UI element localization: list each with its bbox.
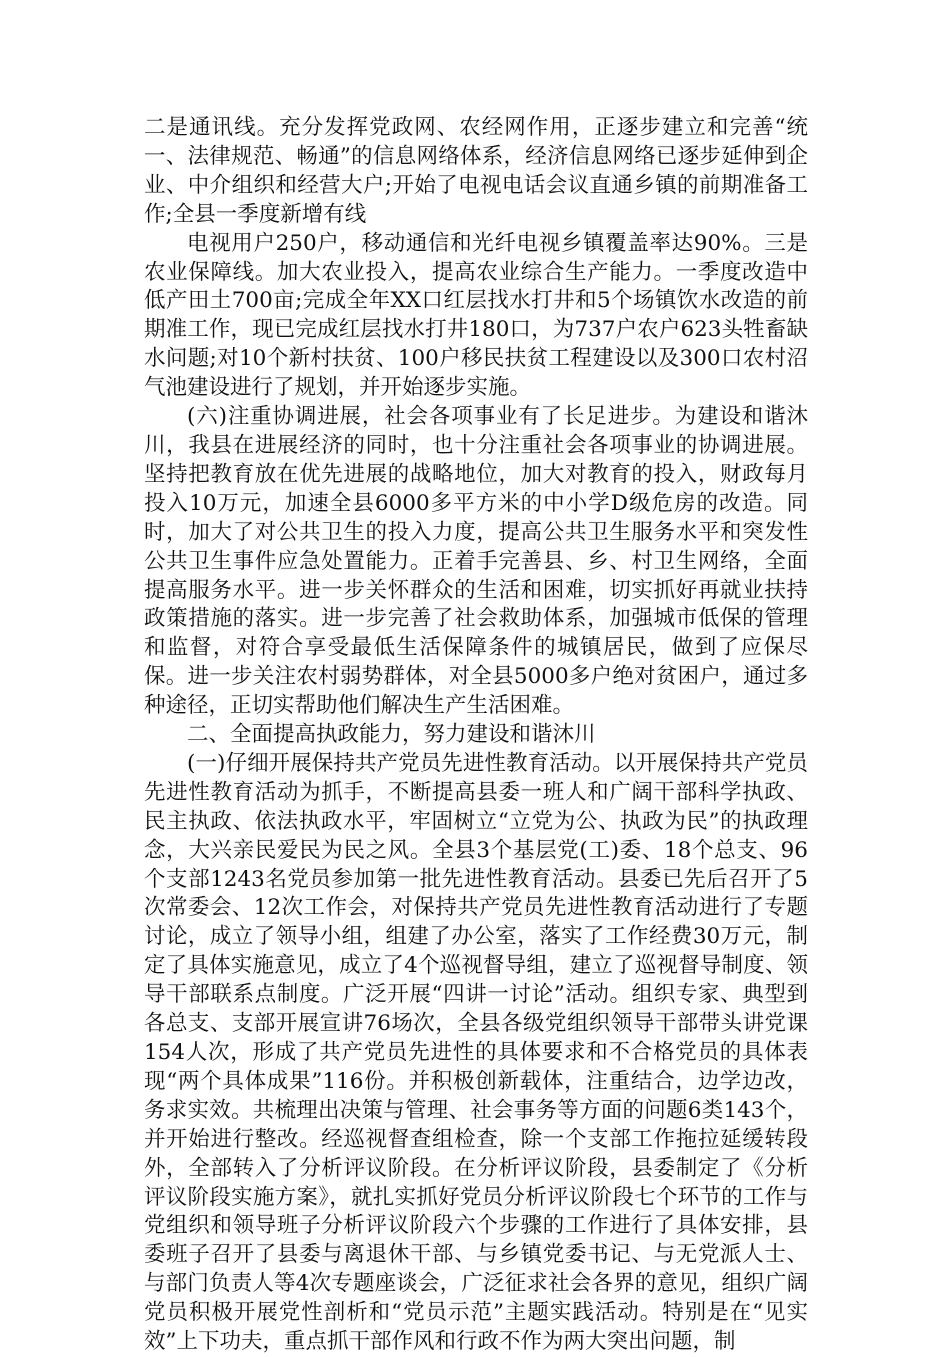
document-page	[144, 114, 808, 1357]
paragraph-agriculture-line: 电视用户250户，移动通信和光纤电视乡镇覆盖率达90%。三是农业保障线。加大农业投入，提高农业综合生产能力。一季度改造中低产田土700亩;完成全年XX口红层找水打井和5个场镇饮水改造的前期准工作，现已完成红层找水打井180口，为737户农户623头牲畜缺水问题;对10个新村扶贫、100户移民扶贫工程建设以及300口农村沼气池建设进行了规划，并开始逐步实施。	[144, 230, 808, 401]
section-heading-governance: 二、全面提高执政能力，努力建设和谐沐川	[187, 722, 596, 748]
paragraph-social-development: (六)注重协调进展，社会各项事业有了长足进步。为建设和谐沐川，我县在进展经济的同时，也十分注重社会各项事业的协调进展。坚持把教育放在优先进展的战略地位，加大对教育的投入，财政每月投入10万元，加速全县6000多平方米的中小学D级危房的改造。同时，加大了对公共卫生的投入力度，提高公共卫生服务水平和突发性公共卫生事件应急处置能力。正着手完善县、乡、村卫生网络，全面提高服务水平。进一步关怀群众的生活和困难，切实抓好再就业扶持政策措施的落实。进一步完善了社会救助体系，加强城市低保的管理和监督，对符合享受最低生活保障条件的城镇居民，做到了应保尽保。进一步关注农村弱势群体，对全县5000多户绝对贫困户，通过多种途径，正切实帮助他们解决生产生活困难。	[144, 404, 808, 719]
paragraph-communication-line: 二是通讯线。充分发挥党政网、农经网作用，正逐步建立和完善“统一、法律规范、畅通”的信息网络体系，经济信息网络已逐步延伸到企业、中介组织和经营大户;开始了电视电话会议直通乡镇的前期准备工作;全县一季度新增有线	[144, 115, 808, 227]
paragraph-party-education: (一)仔细开展保持共产党员先进性教育活动。以开展保持共产党员先进性教育活动为抓手，不断提高县委一班人和广阔干部科学执政、民主执政、依法执政水平，牢固树立“立党为公、执政为民”的执政理念，大兴亲民爱民为民之风。全县3个基层党(工)委、18个总支、96个支部1243名党员参加第一批先进性教育活动。县委已先后召开了5次常委会、12次工作会，对保持共产党员先进性教育活动进行了专题讨论，成立了领导小组，组建了办公室，落实了工作经费30万元，制定了具体实施意见，成立了4个巡视督导组，建立了巡视督导制度、领导干部联系点制度。广泛开展“四讲一讨论”活动。组织专家、典型到各总支、支部开展宣讲76场次，全县各级党组织领导干部带头讲党课154人次，形成了共产党员先进性的具体要求和不合格党员的具体表现“两个具体成果”116份。并积极创新载体，注重结合，边学边改，务求实效。共梳理出决策与管理、社会事务等方面的问题6类143个，并开始进行整改。经巡视督查组检查，除一个支部工作拖拉延缓转段外，全部转入了分析评议阶段。在分析评议阶段，县委制定了《分析评议阶段实施方案》，就扎实抓好党员分析评议阶段七个环节的工作与党组织和领导班子分析评议阶段六个步骤的工作进行了具体安排，县委班子召开了县委与离退休干部、与乡镇党委书记、与无党派人士、与部门负责人等4次专题座谈会，广泛征求社会各界的意见，组织广阔党员积极开展党性剖析和“党员示范”主题实践活动。特别是在“见实效”上下功夫，重点抓干部作风和行政不作为两大突出问题，制	[144, 750, 808, 1355]
